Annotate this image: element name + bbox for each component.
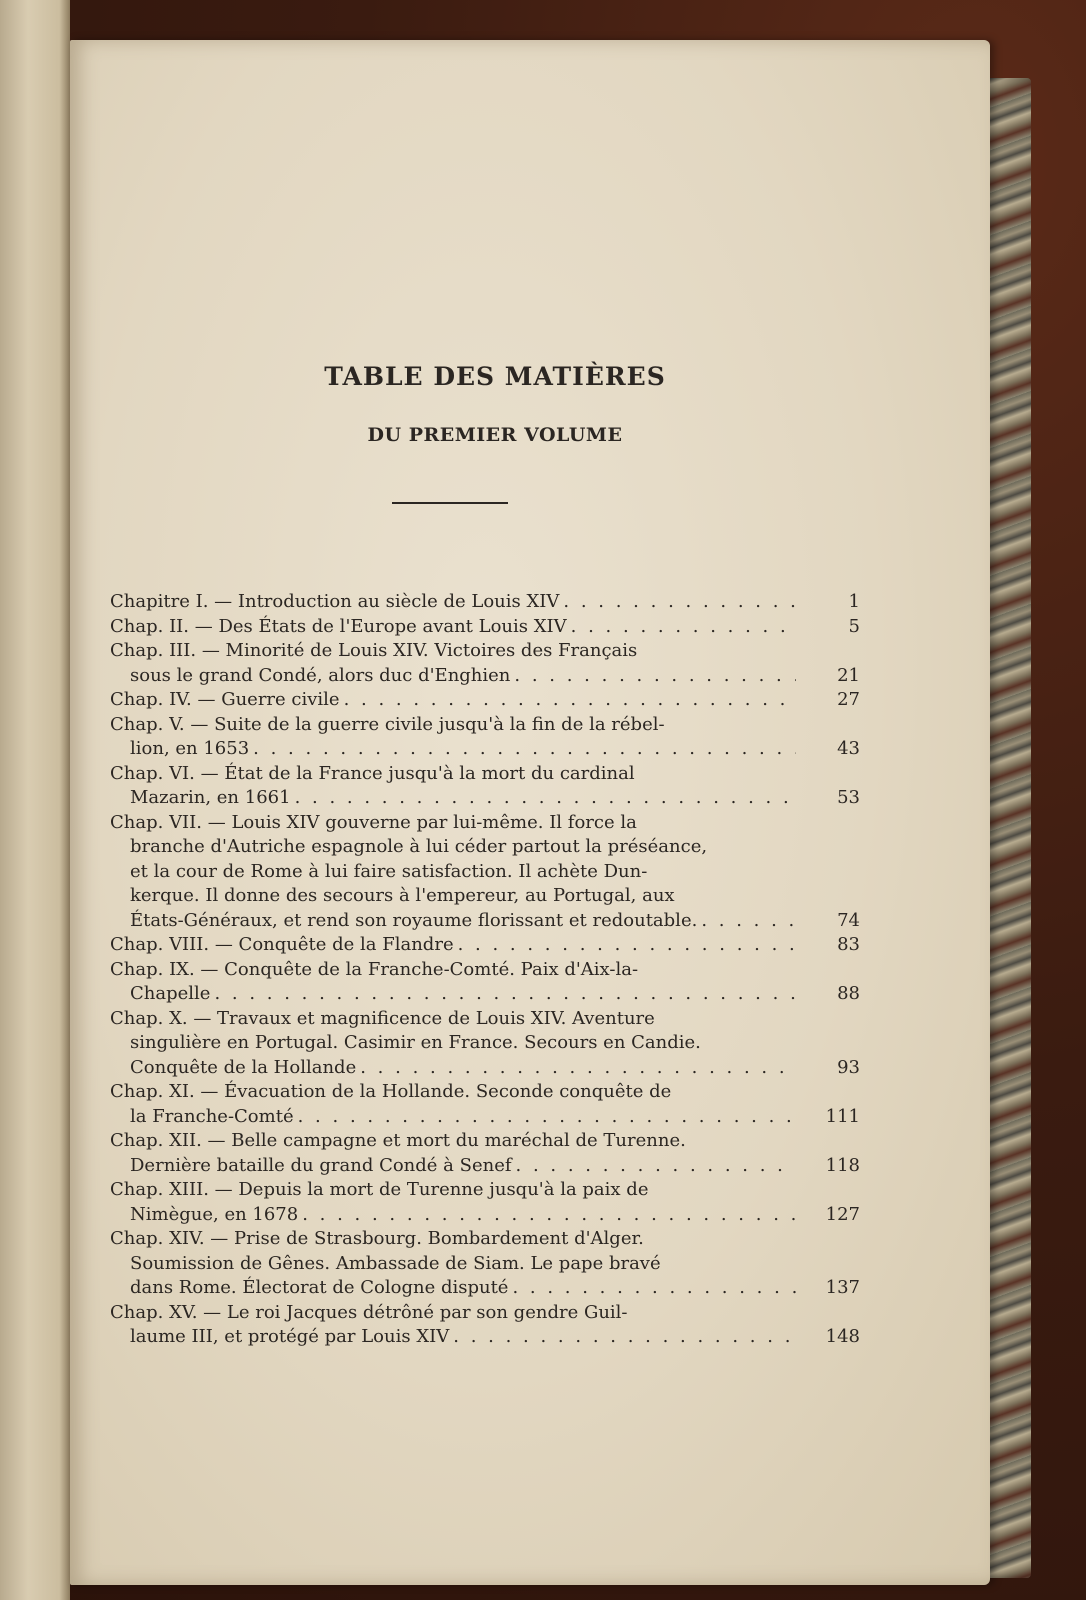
page-number: 93 (837, 1056, 860, 1078)
page-number: 1 (848, 591, 860, 612)
toc-entry (110, 958, 860, 1007)
toc-entry-line (110, 909, 860, 934)
toc-entry-line (110, 615, 860, 640)
toc-entry-text: dans Rome. Électorat de Cologne disputé (130, 1277, 509, 1298)
toc-entry-text: Chap. IX. — Conquête de la Franche-Comté. Paix d'Aix-la- (110, 958, 639, 980)
page-number: 111 (825, 1105, 860, 1127)
toc-entry-line (110, 1178, 800, 1203)
page-number: 137 (825, 1277, 860, 1298)
toc-entry-text: Chap. XI. — Évacuation de la Hollande. Seconde conquête de (110, 1081, 672, 1102)
toc-entry-line (110, 1325, 860, 1350)
toc-entry-line (110, 713, 800, 738)
toc-entry-text: Chap. VIII. — Conquête de la Flandre (110, 934, 454, 955)
toc-entry (110, 639, 860, 688)
dot-leader (360, 1056, 796, 1081)
dot-leader (253, 737, 796, 762)
toc-entry-text: États-Généraux, et rend son royaume florissant et redoutable. (130, 909, 698, 931)
toc-entry (110, 688, 860, 713)
toc-entry-line (110, 1080, 800, 1105)
toc-entry-text: Chap. XII. — Belle campagne et mort du maréchal de Turenne. (110, 1130, 686, 1151)
toc-entry (110, 1129, 860, 1178)
toc-entry-text: sous le grand Condé, alors duc d'Enghien (130, 664, 511, 686)
toc-entry (110, 615, 860, 640)
toc-entry (110, 590, 860, 615)
toc-entry-line (110, 835, 800, 860)
toc-entry-text: Mazarin, en 1661 (130, 787, 291, 808)
toc-entry-line (110, 1227, 800, 1252)
toc-entry-line (110, 933, 860, 958)
toc-entry-text: branche d'Autriche espagnole à lui céder partout la préséance, (130, 836, 708, 857)
title-rule (392, 502, 508, 504)
toc-entry-line (110, 1301, 800, 1326)
toc-entry-text: Conquête de la Hollande (130, 1056, 357, 1078)
page-number: 53 (837, 787, 860, 808)
toc-entry-text: Chap. XV. — Le roi Jacques détrôné par son gendre Guil- (110, 1301, 628, 1323)
toc-entry-text: Chap. II. — Des États de l'Europe avant Louis XIV (110, 615, 567, 637)
toc-entry-text: kerque. Il donne des secours à l'empereur, au Portugal, aux (130, 885, 675, 906)
dot-leader (514, 664, 796, 689)
page-number: 83 (837, 934, 860, 955)
toc-entry-text: Soumission de Gênes. Ambassade de Siam. Le pape bravé (130, 1252, 661, 1274)
toc-entry-line (110, 639, 800, 664)
page-number: 27 (837, 689, 860, 710)
toc-entry-line (110, 737, 860, 762)
toc-entry-line (110, 1203, 860, 1228)
toc-entry-text: laume III, et protégé par Louis XIV (130, 1326, 450, 1347)
toc-entry-text: et la cour de Rome à lui faire satisfaction. Il achète Dun- (130, 860, 648, 882)
toc-entry-text: Chap. IV. — Guerre civile (110, 689, 340, 710)
toc-entry (110, 1301, 860, 1350)
page-number: 148 (825, 1326, 860, 1347)
toc-entry-text: Chap. VI. — État de la France jusqu'à la mort du cardinal (110, 762, 635, 784)
toc-entry-text: Chap. V. — Suite de la guerre civile jusqu'à la fin de la rébel- (110, 713, 665, 735)
page-number: 43 (837, 738, 860, 759)
toc-entry-line (110, 1252, 800, 1277)
toc-entry-text: lion, en 1653 (130, 738, 250, 759)
toc-entry-line (110, 1031, 800, 1056)
dot-leader (516, 1154, 796, 1179)
toc-entry-text: Chap. XIII. — Depuis la mort de Turenne jusqu'à la paix de (110, 1179, 649, 1200)
toc-entry-line (110, 1129, 800, 1154)
toc-entry-text: Chap. III. — Minorité de Louis XIV. Victoires des Français (110, 640, 638, 661)
toc-entry (110, 811, 860, 934)
toc-entry (110, 762, 860, 811)
toc-entry (110, 713, 860, 762)
page-number: 21 (837, 664, 860, 686)
toc-entry-line (110, 688, 860, 713)
toc-entry-line (110, 982, 860, 1007)
toc-entry-line (110, 1056, 860, 1081)
toc-entry-line (110, 762, 800, 787)
toc-entry-line (110, 1007, 800, 1032)
dot-leader (512, 1276, 796, 1301)
toc-entry (110, 1080, 860, 1129)
page-number: 127 (825, 1203, 860, 1225)
toc-entry (110, 1178, 860, 1227)
dot-leader (298, 1105, 796, 1130)
toc-entry (110, 1007, 860, 1081)
page-title: TABLE DES MATIÈRES (324, 362, 666, 391)
table-of-contents (110, 590, 860, 1350)
toc-entry-line (110, 590, 860, 615)
toc-entry-text: Chapitre I. — Introduction au siècle de Louis XIV (110, 591, 560, 612)
dot-leader (295, 786, 796, 811)
facing-page-edge (0, 0, 70, 1600)
toc-entry-line (110, 1154, 860, 1179)
toc-entry (110, 1227, 860, 1301)
page-number: 5 (848, 615, 860, 637)
toc-entry-line (110, 860, 800, 885)
toc-entry-line (110, 1105, 860, 1130)
dot-leader (302, 1203, 796, 1228)
book-page (70, 40, 990, 1585)
toc-entry-line (110, 811, 800, 836)
toc-entry-line (110, 664, 860, 689)
page-number: 88 (837, 983, 860, 1004)
toc-entry-text: Chap. XIV. — Prise de Strasbourg. Bombardement d'Alger. (110, 1228, 644, 1249)
toc-entry-text: la Franche-Comté (130, 1105, 294, 1127)
toc-entry-text: Dernière bataille du grand Condé à Senef (130, 1154, 512, 1176)
toc-entry-line (110, 884, 800, 909)
toc-entry (110, 933, 860, 958)
toc-entry-text: Chap. X. — Travaux et magnificence de Louis XIV. Aventure (110, 1007, 655, 1029)
dot-leader (563, 590, 796, 615)
toc-entry-line (110, 958, 800, 983)
dot-leader (571, 615, 796, 640)
toc-entry-line (110, 1276, 860, 1301)
toc-entry-text: Chap. VII. — Louis XIV gouverne par lui-même. Il force la (110, 811, 637, 833)
dot-leader (701, 909, 796, 934)
page-subtitle: DU PREMIER VOLUME (367, 424, 623, 446)
toc-entry-text: Nimègue, en 1678 (130, 1203, 299, 1225)
page-number: 74 (837, 909, 860, 931)
toc-entry-line (110, 786, 860, 811)
dot-leader (458, 933, 796, 958)
dot-leader (214, 982, 796, 1007)
page-number: 118 (825, 1154, 860, 1176)
toc-entry-text: singulière en Portugal. Casimir en France. Secours en Candie. (130, 1032, 701, 1053)
dot-leader (453, 1325, 796, 1350)
dot-leader (344, 688, 796, 713)
toc-entry-text: Chapelle (130, 983, 211, 1004)
